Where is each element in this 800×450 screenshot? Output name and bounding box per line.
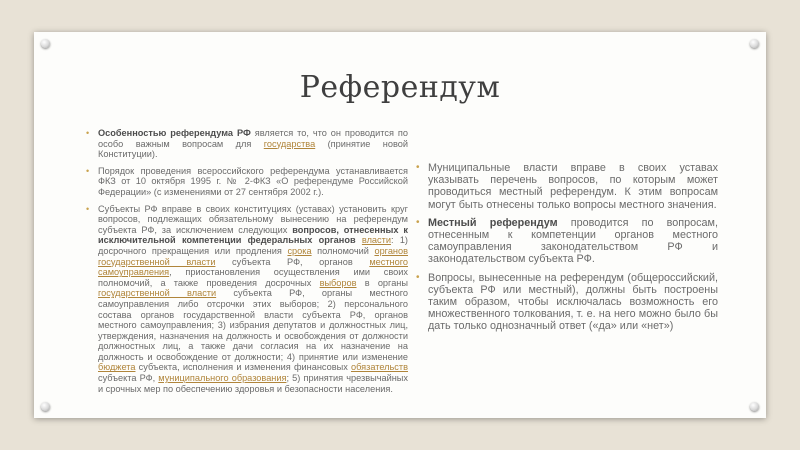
text-fragment: : 1) досрочного прекращения или продления (98, 235, 408, 256)
paragraph-text: Порядок проведения всероссийского референдума устанавливается ФКЗ от 10 октября 1995 г. № 2-ФКЗ «О референдуме Российской Федерации» (с изменениями от 27 сентября 2002 г.). (98, 165, 408, 197)
link-vlasti[interactable]: власти (361, 235, 391, 246)
left-paragraph-1 (86, 128, 408, 160)
bullet-icon: • (86, 165, 90, 176)
text-fragment: полномочий (311, 245, 375, 256)
pushpin-icon (41, 39, 50, 48)
left-paragraph-2 (86, 166, 408, 198)
link-gos-vlasti[interactable]: государственной власти (98, 288, 217, 299)
link-byudzheta[interactable]: бюджета (98, 362, 136, 373)
pushpin-icon (750, 402, 759, 411)
link-municipalnogo-obrazovaniya[interactable]: муниципального образования (158, 373, 287, 384)
pushpin-icon (41, 402, 50, 411)
right-column (416, 162, 718, 339)
text-fragment: проводится по вопросам, отнесенным к компетенции органов местного самоуправления законодательством РФ и законодательством субъекта РФ. (428, 216, 718, 266)
link-mestnogo-samoupravleniya[interactable]: местного самоуправления (98, 256, 408, 278)
bullet-icon: • (416, 216, 420, 228)
link-sroka[interactable]: срока (287, 245, 312, 256)
left-column (86, 128, 408, 400)
link-gosudarstvo[interactable]: государства (263, 138, 316, 149)
link-organov-gos-vlasti[interactable]: органов государственной власти (98, 245, 408, 267)
bullet-icon: • (416, 271, 420, 283)
right-paragraph-2 (416, 217, 718, 266)
bullet-icon: • (86, 203, 90, 214)
text-fragment: субъекта, исполнения и изменения финансовых (135, 362, 351, 373)
text-fragment: в органы (356, 277, 408, 288)
text-fragment: ; 5) принятия чрезвычайных и срочных мер по обеспечению здоровья и безопасности населения. (98, 373, 408, 394)
paragraph-text: Муниципальные власти вправе в своих уставах указывать перечень вопросов, по которым может проводиться местный референдум. К этим вопросам могут быть отнесены только вопросы местного значения. (428, 162, 718, 211)
bullet-icon: • (86, 128, 90, 138)
text-fragment: субъекта РФ, органов (215, 256, 370, 267)
paragraph-text: Вопросы, вынесенные на референдум (общероссийский, субъекта РФ или местный), должны быть построены таким образом, чтобы исключалась возможность его множественного толкования, т. е. на него можно было бы дать только однозначный ответ («да» или «нет») (428, 271, 718, 333)
bold-term: вопросов, отнесенных к исключительной компетенции федеральных органов (98, 224, 408, 246)
text-fragment: Субъекты РФ вправе в своих конституциях (уставах) установить круг вопросов, подлежащих обязательному вынесению на референдум субъекта РФ, за исключением следующих (98, 203, 408, 235)
link-vyborov[interactable]: выборов (319, 277, 357, 288)
bold-term: Местный референдум (428, 216, 558, 229)
left-paragraph-3 (86, 204, 408, 395)
text-fragment: субъекта РФ, органы местного самоуправления либо отсрочки этих выборов; 2) персонального состава органов государственной власти субъекта РФ, органов местного самоуправления; 3) избрания депутатов и должностных лиц, утверждения, назначения на должность и освобождения от должности должностных лиц, а также дачи согласия на их назначение на должность и освобождение от должности; 4) принятие или изменение (98, 288, 408, 362)
pushpin-icon (750, 39, 759, 48)
text-fragment: , приостановления осуществления ими своих полномочий, а также проведения досрочных (98, 267, 408, 288)
slide (34, 32, 766, 418)
text-fragment: субъекта РФ, (98, 373, 159, 384)
right-paragraph-3 (416, 272, 718, 333)
text-fragment: (принятие новой Конституции). (98, 138, 408, 160)
text-fragment: является то, что он проводится по особо важным вопросам для (98, 128, 408, 149)
link-obyazatelstv[interactable]: обязательств (350, 362, 408, 373)
bold-term: Особенностью референдума РФ (98, 128, 251, 138)
bullet-icon: • (416, 162, 420, 173)
slide-title: Референдум (299, 70, 501, 105)
right-paragraph-1 (416, 162, 718, 211)
